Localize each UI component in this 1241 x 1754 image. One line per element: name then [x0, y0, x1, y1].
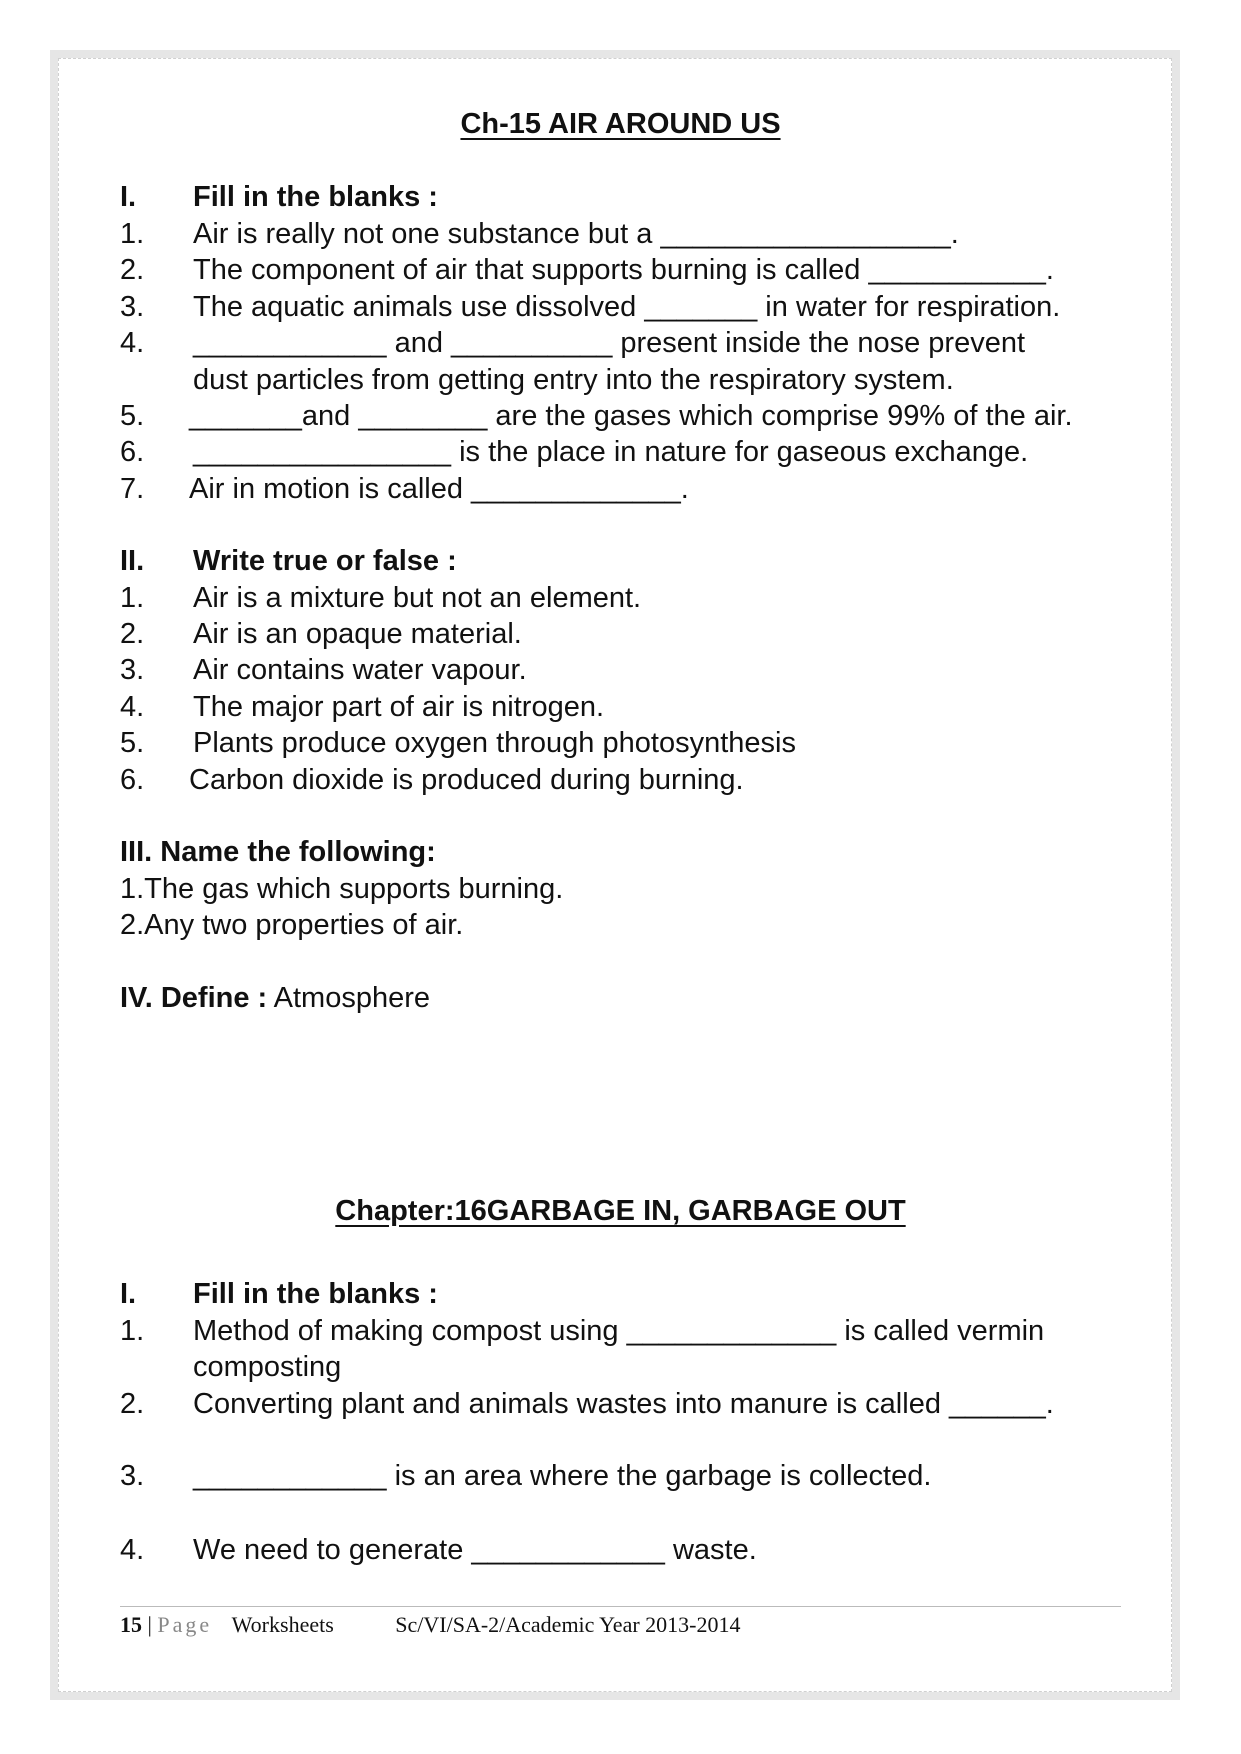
item-text: Air contains water vapour.: [193, 654, 527, 686]
item-number: 3.: [120, 1460, 145, 1492]
item-text: Air is really not one substance but a __________________.: [193, 218, 959, 250]
item-number: 1.: [120, 582, 145, 614]
footer-course: Sc/VI/SA-2/Academic Year 2013-2014: [395, 1612, 741, 1637]
item-number: 6.: [120, 764, 145, 796]
section-number: II.: [120, 545, 145, 577]
item-text-continued: composting: [193, 1351, 342, 1383]
item-number: 3.: [120, 654, 145, 686]
define-line: [120, 978, 430, 1018]
footer-label: Worksheets: [231, 1612, 334, 1637]
chapter-title: Chapter:16GARBAGE IN, GARBAGE OUT: [335, 1195, 906, 1227]
item-text: ____________ and __________ present inside the nose prevent: [193, 327, 1026, 359]
item-text: Air is an opaque material.: [193, 618, 522, 650]
item-text: Plants produce oxygen through photosynthesis: [193, 727, 796, 759]
item-number: 2.: [120, 618, 145, 650]
page-footer: [120, 1606, 1121, 1649]
chapter-title: Ch-15 AIR AROUND US: [460, 108, 781, 140]
item-number: 2.: [120, 254, 145, 286]
item-number: 3.: [120, 291, 145, 323]
section-heading: Write true or false :: [193, 545, 457, 577]
section-number: I.: [120, 181, 137, 213]
item-number: 4.: [120, 327, 145, 359]
item-text: _______and ________ are the gases which comprise 99% of the air.: [189, 400, 1073, 432]
item-text: Method of making compost using _____________ is called vermin: [193, 1315, 1045, 1347]
item-number: 5.: [120, 400, 145, 432]
section-heading: Fill in the blanks :: [193, 181, 438, 213]
item-number: 1.: [120, 218, 145, 250]
item-text: Carbon dioxide is produced during burning.: [189, 764, 744, 796]
item-text: The aquatic animals use dissolved _______ in water for respiration.: [193, 291, 1061, 323]
item-text: 2.Any two properties of air.: [120, 909, 464, 941]
item-text-continued: dust particles from getting entry into the respiratory system.: [193, 364, 954, 396]
item-text: ____________ is an area where the garbage is collected.: [193, 1460, 932, 1492]
section-heading: IV. Define :: [120, 982, 268, 1014]
item-text: Converting plant and animals wastes into manure is called ______.: [193, 1388, 1054, 1420]
section-heading: Fill in the blanks :: [193, 1278, 438, 1310]
item-number: 7.: [120, 473, 145, 505]
item-number: 1.: [120, 1315, 145, 1347]
item-number: 5.: [120, 727, 145, 759]
section-heading: III. Name the following:: [120, 836, 436, 868]
item-number: 6.: [120, 436, 145, 468]
item-number: 2.: [120, 1388, 145, 1420]
item-number: 4.: [120, 1534, 145, 1566]
item-text: The component of air that supports burning is called ___________.: [193, 254, 1054, 286]
item-text: We need to generate ____________ waste.: [193, 1534, 757, 1566]
page-number: 15: [120, 1612, 142, 1637]
item-text: The major part of air is nitrogen.: [193, 691, 605, 723]
item-number: 4.: [120, 691, 145, 723]
item-text: ________________ is the place in nature for gaseous exchange.: [193, 436, 1029, 468]
item-text: Air in motion is called _____________.: [189, 473, 689, 505]
define-term: Atmosphere: [267, 982, 431, 1014]
section-number: I.: [120, 1278, 137, 1310]
item-text: Air is a mixture but not an element.: [193, 582, 642, 614]
footer-separator: |: [142, 1612, 158, 1637]
item-text: 1.The gas which supports burning.: [120, 873, 564, 905]
page-word: Page: [157, 1612, 213, 1637]
